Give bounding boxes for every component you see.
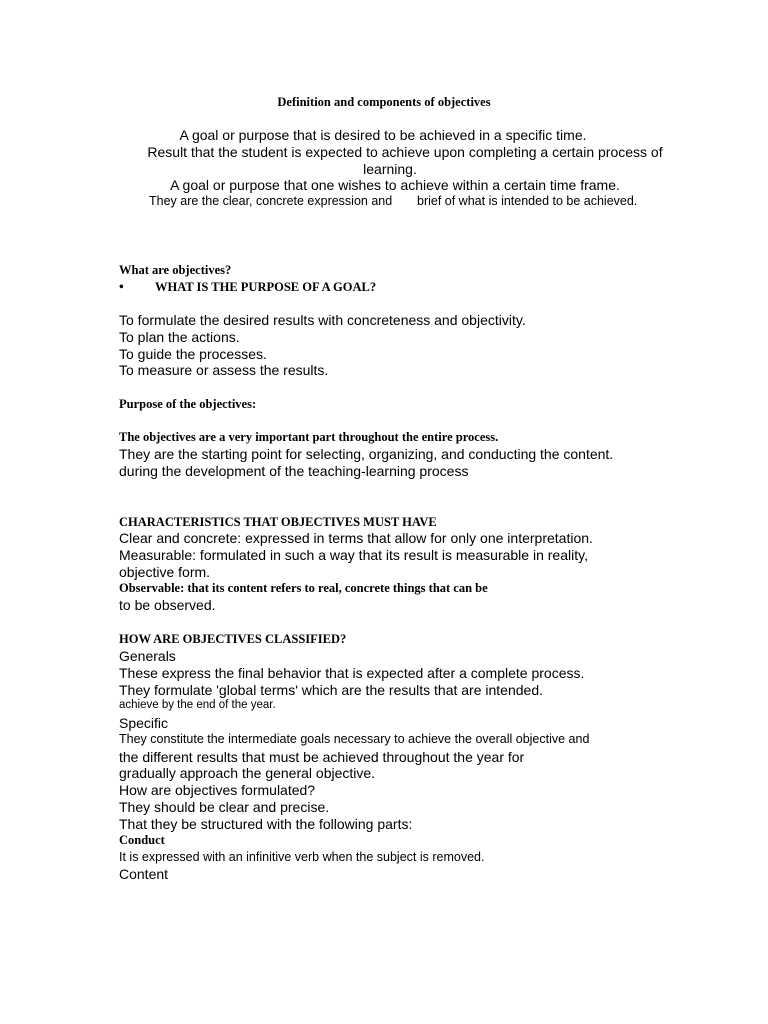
page-title: Definition and components of objectives (277, 95, 491, 109)
purpose-line-1: They are the starting point for selecting, organizing, and conducting the content. (119, 446, 614, 462)
characteristics-line-3: objective form. (119, 564, 211, 580)
section-heading-characteristics: CHARACTERISTICS THAT OBJECTIVES MUST HAVE (119, 515, 437, 529)
section-heading-purpose-of-objectives: Purpose of the objectives: (119, 397, 257, 411)
intro-line-3: A goal or purpose that one wishes to achieve within a certain time frame. (170, 177, 620, 193)
purpose-item: To plan the actions. (119, 329, 240, 345)
purpose-item: To measure or assess the results. (119, 362, 329, 378)
generals-line-1: These express the final behavior that is expected after a complete process. (119, 665, 585, 681)
bullet-heading-purpose-of-goal: WHAT IS THE PURPOSE OF A GOAL? (155, 280, 377, 294)
specific-line-2: the different results that must be achieved throughout the year for (119, 749, 525, 765)
generals-line-3: achieve by the end of the year. (119, 699, 276, 711)
specific-line-5: They should be clear and precise. (119, 799, 330, 815)
purpose-line-2: during the development of the teaching-learning process (119, 463, 469, 479)
characteristics-line-2: Measurable: formulated in such a way that its result is measurable in reality, (119, 547, 588, 563)
intro-line-2: Result that the student is expected to achieve upon completing a certain process of (147, 144, 663, 160)
conduct-line-1: It is expressed with an infinitive verb when the subject is removed. (119, 850, 485, 864)
intro-line-2b: learning. (363, 161, 417, 177)
specific-line-4: How are objectives formulated? (119, 782, 316, 798)
intro-line-1: A goal or purpose that is desired to be achieved in a specific time. (179, 127, 587, 143)
purpose-item: To guide the processes. (119, 346, 267, 362)
subheading-specific: Specific (119, 715, 169, 731)
characteristics-line-4: Observable: that its content refers to real, concrete things that can be (119, 581, 488, 595)
subheading-generals: Generals (119, 648, 176, 664)
intro-line-4b: brief of what is intended to be achieved. (417, 194, 638, 208)
characteristics-line-5: to be observed. (119, 597, 216, 613)
subheading-conduct: Conduct (119, 833, 165, 847)
specific-line-1: They constitute the intermediate goals necessary to achieve the overall objective and (119, 732, 590, 746)
section-heading-what-are-objectives: What are objectives? (119, 263, 232, 277)
purpose-item: To formulate the desired results with concreteness and objectivity. (119, 312, 526, 328)
subheading-content: Content (119, 866, 169, 882)
specific-line-6: That they be structured with the following parts: (119, 816, 413, 832)
specific-line-3: gradually approach the general objective. (119, 765, 376, 781)
section-heading-classified: HOW ARE OBJECTIVES CLASSIFIED? (119, 632, 347, 646)
characteristics-line-1: Clear and concrete: expressed in terms that allow for only one interpretation. (119, 530, 593, 546)
generals-line-2: They formulate 'global terms' which are the results that are intended. (119, 682, 544, 698)
intro-line-4a: They are the clear, concrete expression and (149, 194, 393, 208)
bullet-marker: • (119, 279, 124, 294)
purpose-bold-line: The objectives are a very important part throughout the entire process. (119, 430, 499, 444)
